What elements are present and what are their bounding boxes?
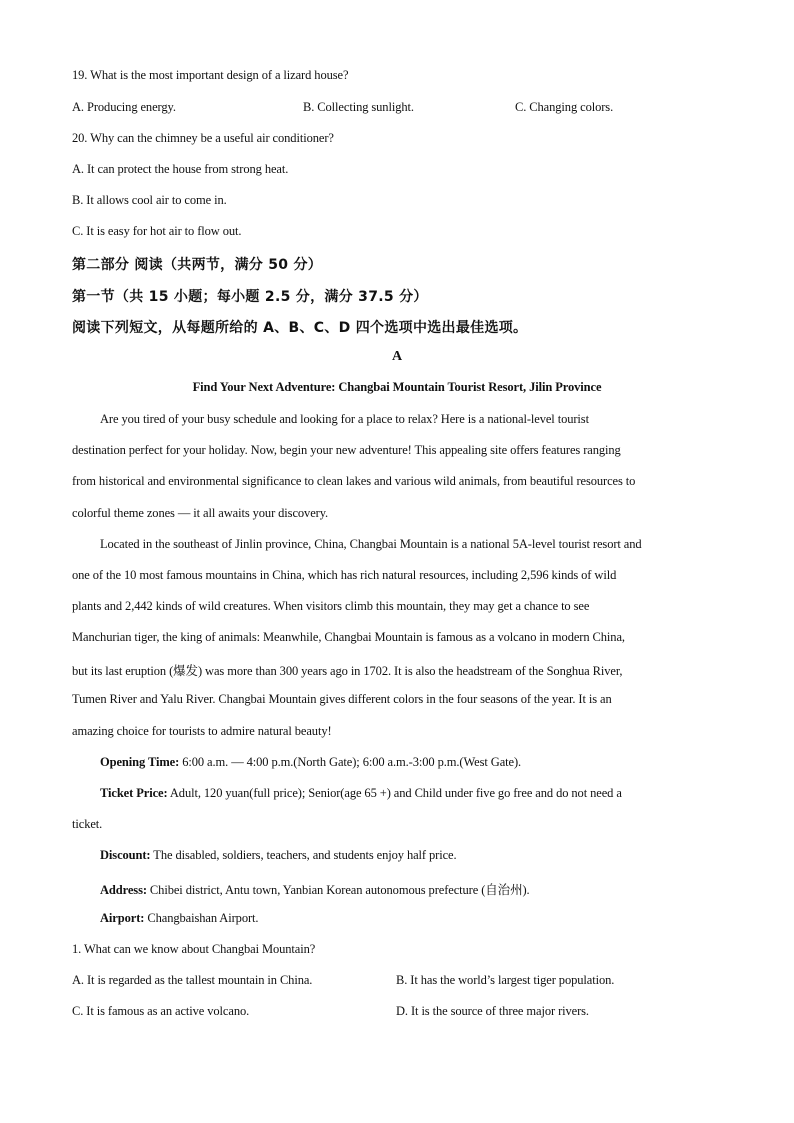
- address-label: Address:: [100, 883, 147, 897]
- option-1a: A. It is regarded as the tallest mountain in China.: [72, 973, 313, 987]
- airport-label: Airport:: [100, 911, 145, 925]
- option-19c: C. Changing colors.: [515, 100, 614, 114]
- opening-time: [100, 755, 521, 770]
- airport: [100, 911, 258, 926]
- option-1d: D. It is the source of three major rivers.: [396, 1004, 589, 1018]
- option-1b: B. It has the world’s largest tiger population.: [396, 973, 615, 987]
- passage-title: Find Your Next Adventure: Changbai Mountain Tourist Resort, Jilin Province: [192, 380, 602, 394]
- passage-p1-line: Are you tired of your busy schedule and looking for a place to relax? Here is a national-level tourist: [100, 412, 589, 426]
- address: [100, 880, 530, 898]
- ticket-price-cont: ticket.: [72, 817, 103, 831]
- question-1: 1. What can we know about Changbai Mountain?: [72, 942, 316, 956]
- opening-time-value: 6:00 a.m. — 4:00 p.m.(North Gate); 6:00 a.m.-3:00 p.m.(West Gate).: [179, 755, 522, 769]
- section-instruction: 阅读下列短文，从每题所给的 A、B、C、D 四个选项中选出最佳选项。: [72, 320, 528, 336]
- question-20: 20. Why can the chimney be a useful air conditioner?: [72, 131, 334, 145]
- passage-p2-line: one of the 10 most famous mountains in China, which has rich natural resources, including 2,596 kinds of wild: [72, 568, 617, 582]
- passage-p2-line: amazing choice for tourists to admire natural beauty!: [72, 724, 332, 738]
- passage-p2-line: but its last eruption (爆发) was more than 300 years ago in 1702. It is also the headstream of the Songhua River,: [72, 664, 623, 678]
- passage-p2-line: plants and 2,442 kinds of wild creatures. When visitors climb this mountain, they may get a chance to see: [72, 599, 590, 613]
- option-1c: C. It is famous as an active volcano.: [72, 1004, 250, 1018]
- discount: [100, 848, 457, 863]
- discount-label: Discount:: [100, 848, 151, 862]
- ticket-price: [100, 786, 622, 801]
- passage-p1-line: from historical and environmental significance to clean lakes and various wild animals, from beautiful resources to: [72, 474, 636, 488]
- passage-p2-line: Manchurian tiger, the king of animals: Meanwhile, Changbai Mountain is famous as a volcano in modern China,: [72, 630, 625, 644]
- opening-time-label: Opening Time:: [100, 755, 180, 769]
- passage-p1-line: destination perfect for your holiday. Now, begin your new adventure! This appealing site offers features ranging: [72, 443, 621, 457]
- option-20c: C. It is easy for hot air to flow out.: [72, 224, 242, 238]
- address-value: Chibei district, Antu town, Yanbian Korean autonomous prefecture (自治州).: [146, 883, 530, 897]
- ticket-price-label: Ticket Price:: [100, 786, 168, 800]
- option-20b: B. It allows cool air to come in.: [72, 193, 227, 207]
- option-19a: A. Producing energy.: [72, 100, 176, 114]
- option-19b: B. Collecting sunlight.: [303, 100, 414, 114]
- airport-value: Changbaishan Airport.: [144, 911, 259, 925]
- section-part2-heading: 第二部分 阅读（共两节，满分 50 分）: [72, 257, 323, 273]
- passage-p2-line: Tumen River and Yalu River. Changbai Mountain gives different colors in the four seasons of the year. It is an: [72, 692, 612, 706]
- question-19: 19. What is the most important design of a lizard house?: [72, 68, 349, 82]
- section1-heading: 第一节（共 15 小题；每小题 2.5 分，满分 37.5 分）: [72, 289, 428, 305]
- passage-p2-line: Located in the southeast of Jinlin province, China, Changbai Mountain is a national 5A-level tourist resort and: [100, 537, 642, 551]
- passage-letter: A: [391, 349, 402, 364]
- option-20a: A. It can protect the house from strong heat.: [72, 162, 289, 176]
- passage-p1-line: colorful theme zones — it all awaits your discovery.: [72, 506, 329, 520]
- ticket-price-value: Adult, 120 yuan(full price); Senior(age 65 +) and Child under five go free and do not need a: [167, 786, 622, 800]
- discount-value: The disabled, soldiers, teachers, and students enjoy half price.: [150, 848, 457, 862]
